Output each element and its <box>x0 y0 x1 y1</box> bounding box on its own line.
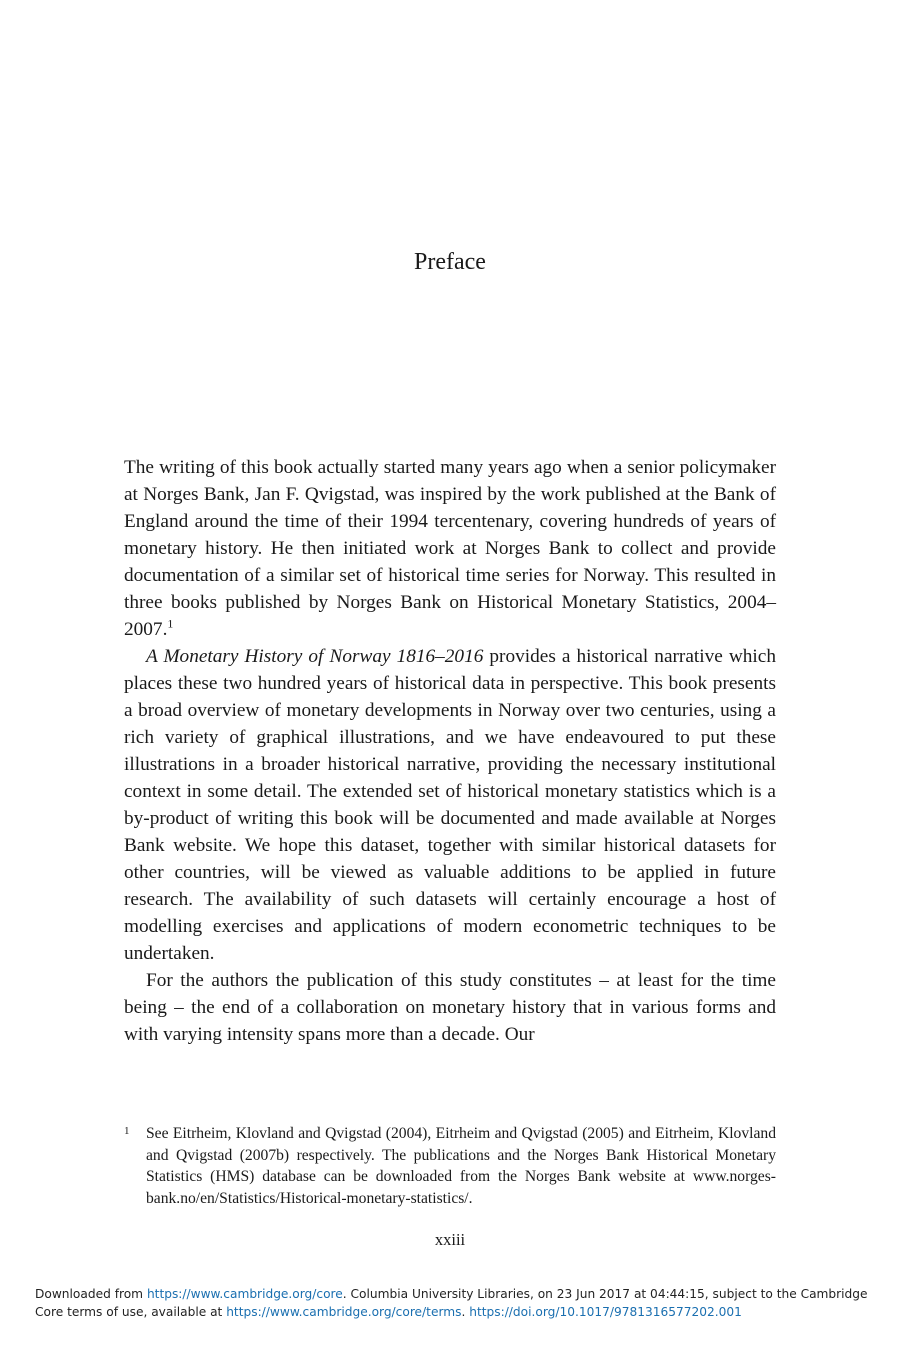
chapter-title: Preface <box>414 249 486 275</box>
download-middle-text: . Columbia University Libraries, on 23 Jun 2017 at 04:44:15, subject to the Cambridge Core terms of use, available at <box>35 1287 868 1319</box>
footnote-reference[interactable]: 1 <box>167 616 174 631</box>
paragraph-3-text: For the authors the publication of this study constitutes – at least for the time being – the end of a collaboration on monetary history that in various forms and with varying intensity spans more than a decade. Our <box>124 970 776 1045</box>
book-title-italic: A Monetary History of Norway 1816–2016 <box>146 646 484 667</box>
paragraph-2 <box>124 643 776 967</box>
download-separator: . <box>461 1304 470 1319</box>
terms-link[interactable]: https://www.cambridge.org/core/terms <box>226 1304 462 1319</box>
paragraph-1-text: The writing of this book actually started many years ago when a senior policymaker at Norges Bank, Jan F. Qvigstad, was inspired by the work published at the Bank of England around the time of their 1994 tercentenary, covering hundreds of years of monetary history. He then initiated work at Norges Bank to collect and provide documentation of a similar set of historical time series for Norway. This resulted in three books published by Norges Bank on Historical Monetary Statistics, 2004–2007. <box>124 457 776 640</box>
doi-link[interactable]: https://doi.org/10.1017/9781316577202.001 <box>469 1304 742 1319</box>
paragraph-2-text: provides a historical narrative which places these two hundred years of historical data in perspective. This book presents a broad overview of monetary developments in Norway over two centuries, using a rich variety of graphical illustrations, and we have endeavoured to put these illustrations in a broader historical narrative, providing the necessary institutional context in some detail. The extended set of historical monetary statistics which is a by-product of writing this book will be documented and made available at Norges Bank website. We hope this dataset, together with similar historical datasets for other countries, will be viewed as valuable additions to be applied in future research. The availability of such datasets will certainly encourage a host of modelling exercises and applications of modern econometric techniques to be undertaken. <box>124 646 776 964</box>
page-number: xxiii <box>434 1230 466 1249</box>
footnote-marker: 1 <box>124 1125 130 1137</box>
paragraph-3 <box>124 967 776 1048</box>
cambridge-core-link[interactable]: https://www.cambridge.org/core <box>146 1287 343 1301</box>
footnote-text: See Eitrheim, Klovland and Qvigstad (2004), Eitrheim and Qvigstad (2005) and Eitrheim, Klovland and Qvigstad (2007b) respectively. The publications and the Norges Bank Historical Monetary Statistics (HMS) database can be downloaded from the Norges Bank website at www.norges-bank.no/en/Statistics/Historical-monetary-statistics/. <box>146 1125 776 1207</box>
download-prefix: Downloaded from <box>35 1287 147 1301</box>
paragraph-1 <box>124 454 776 643</box>
body-text <box>124 454 776 1048</box>
download-notice <box>35 1286 885 1321</box>
footnote <box>124 1123 776 1209</box>
